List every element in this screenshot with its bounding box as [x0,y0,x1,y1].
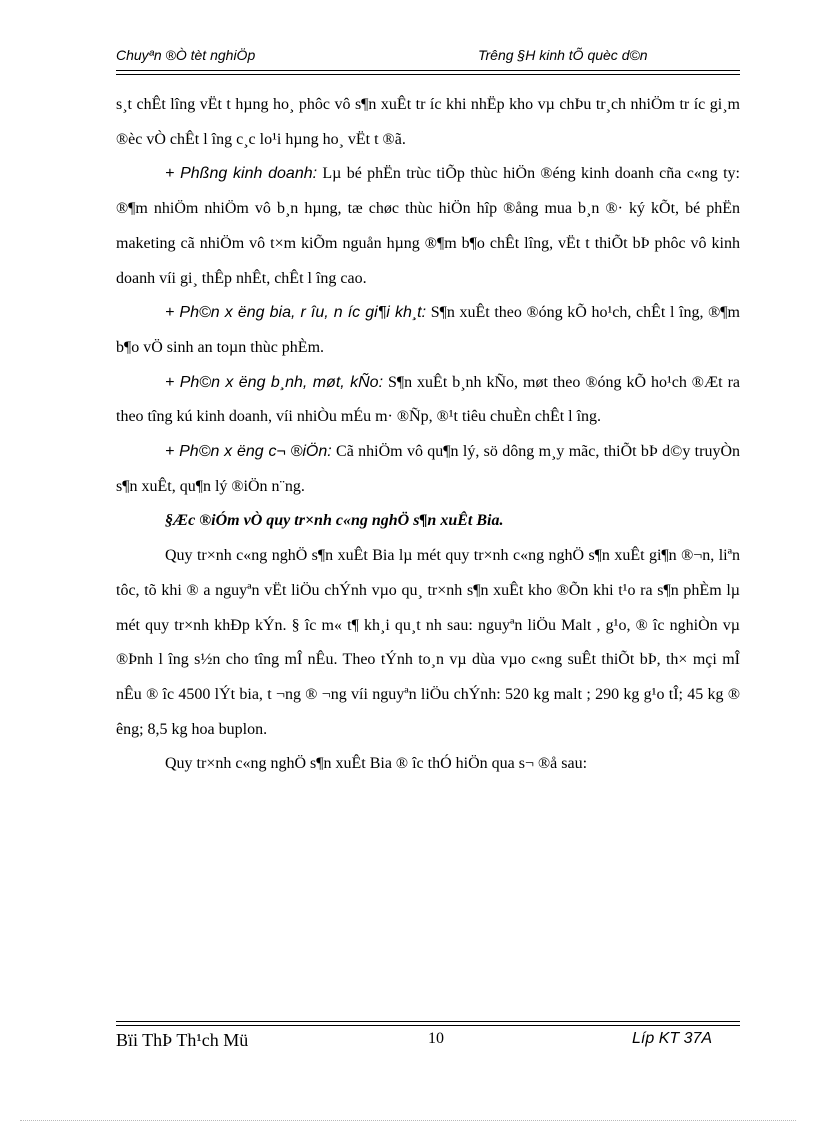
text-mech-workshop: Cã nhiÖm vô qu¶n lý, sö dông m¸y mãc, thiÕt bÞ d©y truyÒn s¶n xuÊt, qu¶n lý ®iÖn n¨ng. [116,443,741,495]
footer-author: Bïi ThÞ Th¹ch Mü [116,1030,249,1050]
paragraph-diagram-intro: Quy tr×nh c«ng nghÖ s¶n xuÊt Bia ® îc thÓ hiÖn qua s¬ ®å sau: [165,755,588,773]
paragraph-process: Quy tr×nh c«ng nghÖ s¶n xuÊt Bia lµ mét quy tr×nh c«ng nghÖ s¶n xuÊt gi¶n ®¬n, liªn tôc, tõ khi ® a nguyªn vËt liÖu chÝnh vµo qu¸ tr×nh s¶n xuÊt kho ®Õn khi t¹o ra s¶n phÈm lµ mét quy tr×nh khÐp kÝn. § îc m« t¶ kh¸i qu¸t nh sau: nguyªn liÖu Malt , g¹o, ® îc nghiÒn vµ ®Þnh l îng s½n cho tîng mÎ nÊu. Theo tÝnh to¸n vµ dùa vµo c«ng suÊt thiÕt bÞ, th× mçi mÎ nÊu ® îc 4500 lÝt bia, t ¬ng ® ¬ng víi nguyªn liÖu chÝnh: 520 kg malt ; 290 kg g¹o tÎ; 45 kg ® êng; 8,5 kg hoa buplon. [116,547,740,738]
paragraph-mech-workshop [116,435,740,504]
section-heading: §Æc ®iÓm vÒ quy tr×nh c«ng nghÖ s¶n xuÊt Bia. [165,512,504,530]
paragraph-beer-workshop [116,296,740,365]
header-right: Trêng §H kinh tÕ quèc d©n [478,47,648,63]
footer-rule-top [116,1021,740,1022]
page-number: 10 [428,1030,444,1047]
footer-rule-bottom [116,1025,740,1026]
header-left: Chuyªn ®Ò tèt nghiÖp [116,47,256,63]
text-beer-workshop: S¶n xuÊt theo ®óng kÕ ho¹ch, chÊt l îng, ®¶m b¶o vÖ sinh an toµn thùc phÈm. [116,304,740,356]
header-rule-bottom [116,74,740,75]
document-body [116,88,740,782]
label-beer-workshop: + Ph©n x ëng bia, r îu, n íc gi¶i kh¸t: [165,304,427,322]
footer-class: Líp KT 37A [632,1030,713,1047]
label-business-dept: + Phßng kinh doanh: [165,165,318,183]
text-business-dept: Lµ bé phËn trùc tiÕp thùc hiÖn ®éng kinh doanh cña c«ng ty: ®¶m nhiÖm nhiÖm vô b¸n hµng, tæ chøc thùc hiÖn hîp ®ång mua b¸n ®· ký kÕt, bé phËn maketing cã nhiÖm vô t×m kiÕm nguån hµng ®¶m b¶o chÊt lîng, vËt t thiÕt bÞ phôc vô kinh doanh víi gi¸ thÊp nhÊt, chÊt l îng cao. [116,165,741,287]
paragraph-1-text: s¸t chÊt lîng vËt t hµng ho¸ phôc vô s¶n xuÊt tr íc khi nhËp kho vµ chÞu tr¸ch nhiÖm tr íc gi¸m ®èc vÒ chÊt l îng c¸c lo¹i hµng ho¸ vËt t ®ã. [116,96,740,148]
page-edge-dotted-line [20,1120,796,1121]
header-rule-top [116,70,740,71]
text-candy-workshop: S¶n xuÊt b¸nh kÑo, møt theo ®óng kÕ ho¹ch ®Æt ra theo tîng kú kinh doanh, víi nhiÒu mÉu m· ®Ñp, ®¹t tiêu chuÈn chÊt l îng. [116,373,740,426]
paragraph-1 [116,88,740,157]
label-mech-workshop: + Ph©n x ëng c¬ ®iÖn: [165,443,332,461]
paragraph-candy-workshop [116,366,740,435]
paragraph-business-dept [116,157,740,296]
label-candy-workshop: + Ph©n x ëng b¸nh, møt, kÑo: [165,373,384,391]
